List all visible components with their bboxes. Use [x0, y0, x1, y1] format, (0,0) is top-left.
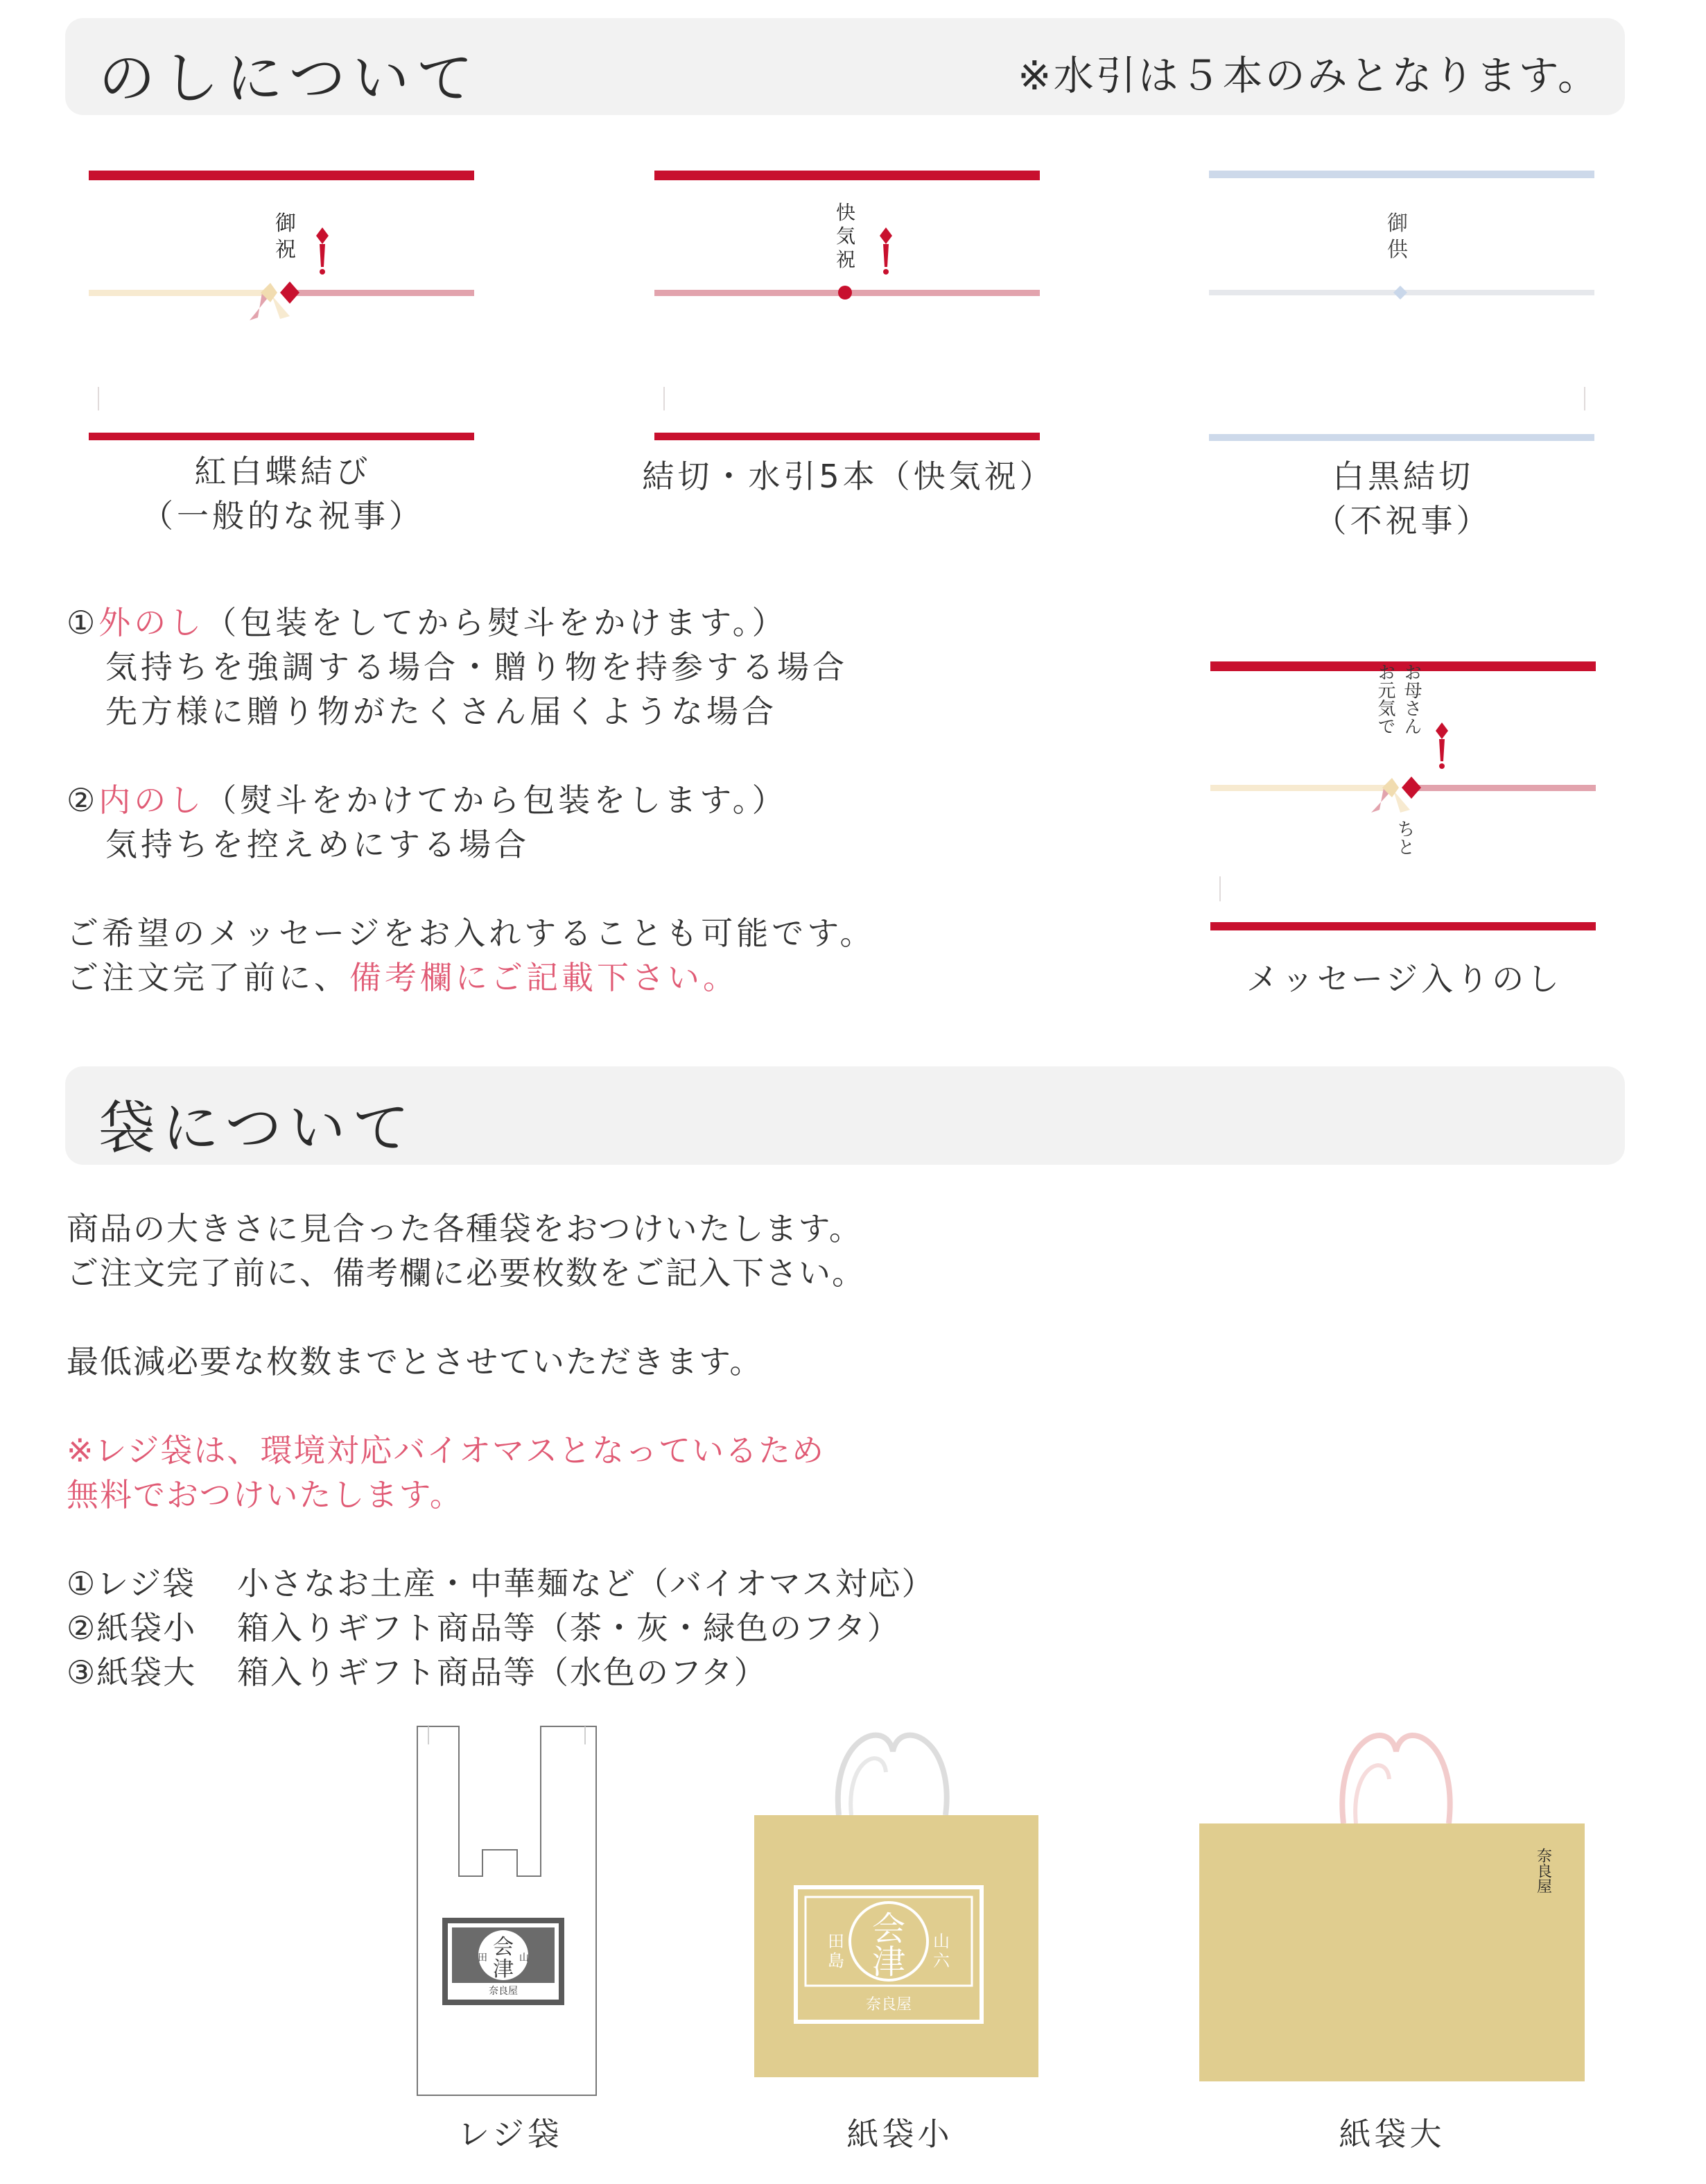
soto-num: ①	[67, 604, 99, 641]
message-line2-pink: 備考欄にご記載下さい。	[349, 959, 738, 996]
soto-noshi-line2: 気持ちを強調する場合・贈り物を持参する場合	[105, 648, 848, 686]
message-col1: お母さん	[1401, 663, 1422, 735]
uchi-noshi-line1	[67, 778, 787, 822]
bag-item-3-desc: 箱入りギフト商品等（水色のフタ）	[237, 1654, 767, 1691]
bag-section-header	[65, 1066, 1625, 1165]
bag-line1: 商品の大きさに見合った各種袋をおつけいたします。	[67, 1210, 862, 1247]
svg-text:供: 供	[1387, 238, 1408, 262]
message-sender: ちと	[1394, 820, 1415, 856]
bag-caption-2: 紙袋小	[846, 2115, 953, 2153]
svg-text:六: 六	[933, 1951, 950, 1970]
bag-line2: ご注文完了前に、備考欄に必要枚数をご記入下さい。	[67, 1254, 865, 1292]
svg-text:気: 気	[835, 225, 856, 248]
svg-text:御: 御	[1387, 211, 1408, 236]
message-line2-plain: ご注文完了前に、	[67, 959, 349, 996]
bag-note2: 無料でおつけいたします。	[67, 1476, 463, 1514]
svg-text:田: 田	[478, 1952, 487, 1964]
logo-bottom: 奈良屋	[865, 1996, 912, 2013]
plastic-bag-illustration	[413, 1724, 607, 2098]
svg-text:山: 山	[933, 1932, 950, 1951]
bag-caption-3: 紙袋大	[1339, 2115, 1445, 2153]
bag-item-3	[67, 1650, 767, 1695]
soto-noshi-line3: 先方様に贈り物がたくさん届くような場合	[105, 693, 777, 730]
bag-item-1-label: ①レジ袋	[67, 1565, 196, 1602]
message-line1: ご希望のメッセージをお入れすることも可能です。	[67, 915, 876, 952]
paper-bag-small-illustration	[747, 1724, 1038, 2084]
message-noshi-caption: メッセージ入りのし	[1246, 960, 1563, 998]
noshi-musubikiri-kaiki	[654, 166, 1043, 444]
message-line2	[67, 955, 738, 1000]
bag-section-title: 袋について	[98, 1095, 417, 1161]
svg-text:田: 田	[828, 1932, 844, 1951]
bag-item-1-desc: 小さなお土産・中華麺など（バイオマス対応）	[237, 1565, 935, 1602]
message-col2: お元気で	[1375, 663, 1395, 735]
logo-main1: 会	[871, 1909, 906, 1948]
noshi-caption-2: 結切・水引5本（快気祝）	[642, 458, 1055, 495]
noshi-ink-1a: 御	[275, 211, 296, 236]
noshi-section-header	[65, 18, 1625, 115]
uchi-term: 内のし	[98, 781, 205, 819]
uchi-num: ②	[67, 781, 99, 819]
bag-item-2	[67, 1606, 900, 1650]
bag-item-2-desc: 箱入りギフト商品等（茶・灰・緑色のフタ）	[237, 1609, 900, 1647]
noshi-caption-3a: 白黒結切	[1332, 458, 1474, 495]
logo-main2: 津	[871, 1943, 906, 1982]
svg-text:快: 快	[835, 201, 856, 224]
bag-caption-1: レジ袋	[458, 2115, 563, 2153]
bag-item-3-label: ③紙袋大	[67, 1654, 197, 1691]
soto-noshi-line1	[67, 600, 787, 645]
paper-bag-large-illustration	[1198, 1724, 1586, 2084]
noshi-caption-3b: （不祝事）	[1314, 502, 1492, 539]
svg-text:島: 島	[828, 1951, 844, 1970]
soto-desc: （包装をしてから熨斗をかけます。）	[204, 604, 787, 641]
noshi-kohaku-chomusubi	[89, 166, 477, 444]
bag-item-2-label: ②紙袋小	[67, 1609, 197, 1647]
bag-line3: 最低減必要な枚数までとさせていただきます。	[67, 1343, 763, 1380]
mizuhiki-note: ※水引は５本のみとなります。	[1018, 52, 1600, 99]
brand-script: 奈良屋	[1534, 1848, 1552, 1893]
logo-small-main2: 津	[493, 1957, 514, 1982]
uchi-desc: （熨斗をかけてから包装をします。）	[204, 781, 787, 819]
noshi-kuroshiro-musubikiri	[1209, 166, 1597, 444]
svg-text:山: 山	[519, 1952, 529, 1964]
uchi-noshi-line2: 気持ちを控えめにする場合	[105, 826, 530, 863]
svg-text:祝: 祝	[835, 248, 856, 271]
noshi-message	[1210, 657, 1599, 935]
noshi-caption-1b: （一般的な祝事）	[141, 497, 424, 535]
bag-note1: ※レジ袋は、環境対応バイオマスとなっているため	[67, 1432, 826, 1469]
logo-small-main1: 会	[493, 1935, 514, 1959]
noshi-caption-1a: 紅白蝶結び	[194, 453, 372, 490]
soto-term: 外のし	[98, 604, 205, 641]
noshi-section-title: のしについて	[98, 46, 480, 112]
bag-item-1	[67, 1561, 935, 1606]
logo-small-bottom: 奈良屋	[489, 1986, 518, 1997]
noshi-ink-1b: 祝	[275, 238, 296, 262]
